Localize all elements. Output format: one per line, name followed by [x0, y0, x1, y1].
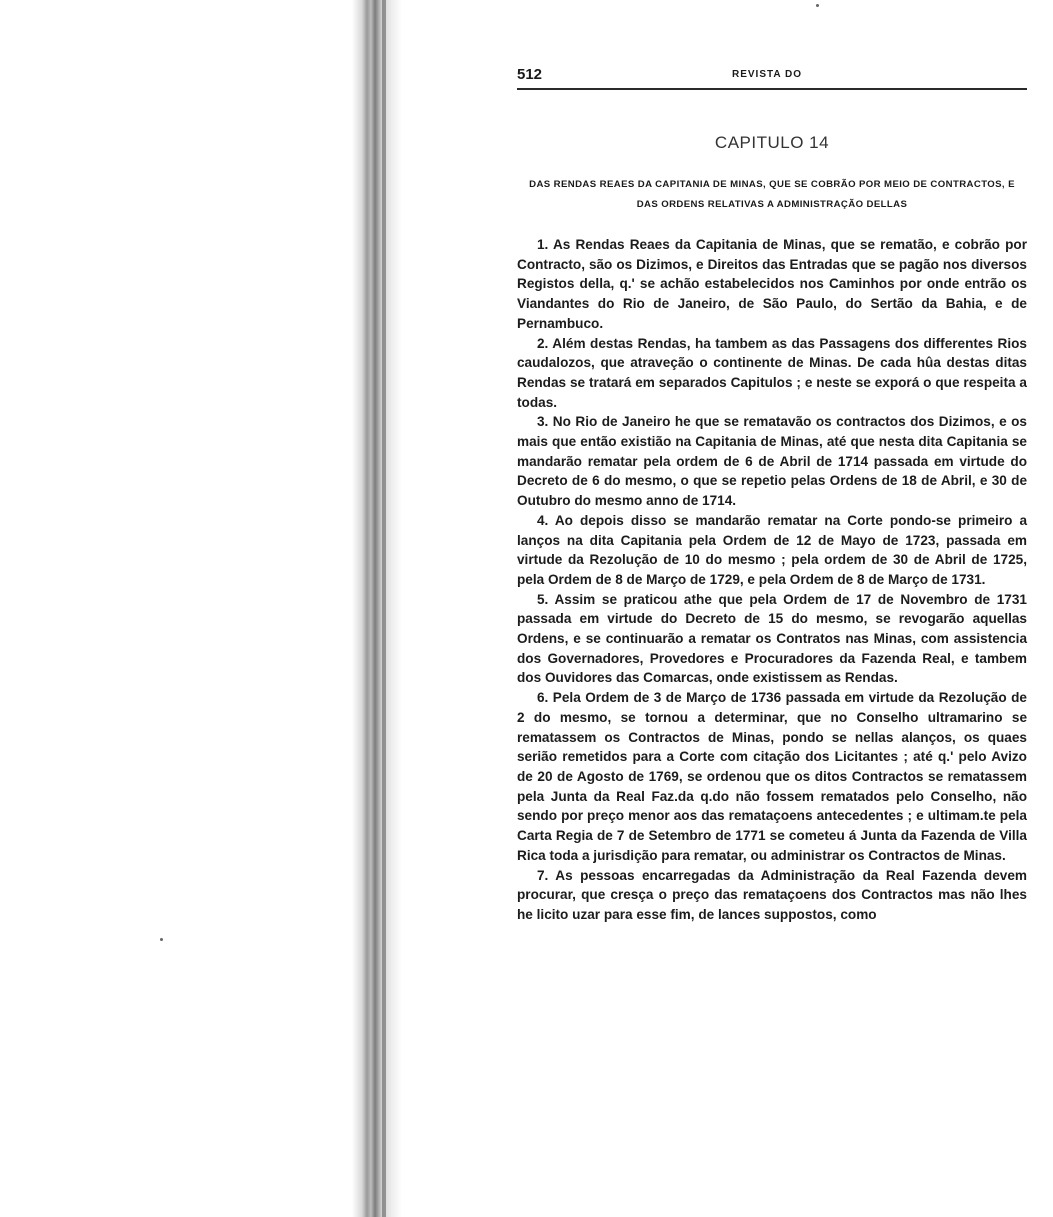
- paragraph-6: 6. Pela Ordem de 3 de Março de 1736 passada em virtude da Rezolução de 2 do mesmo, se tornou a determinar, que no Conselho ultramarino se rematassem os Contractos de Minas, pondo se nellas alanços, os quaes serião remetidos para a Corte com citação dos Licitantes ; até q.' pelo Avizo de 20 de Agosto de 1769, se ordenou que os ditos Contractos se rematassem pela Junta da Real Faz.da q.do não fossem rematados pelo Conselho, não sendo por preço menor aos das remataçoens antecedentes ; e ultimam.te pela Carta Regia de 7 de Setembro de 1771 se cometeu á Junta da Fazenda de Villa Rica toda a jurisdição para rematar, ou administrar os Contractos de Minas.: [517, 690, 1027, 863]
- paragraph-3: 3. No Rio de Janeiro he que se rematavão os contractos dos Dizimos, e os mais que então existião na Capitania de Minas, até que nesta dita Capitania se mandarão rematar pela ordem de 6 de Abril de 1714 passada em virtude do Decreto de 6 do mesmo, o que se repetio pelas Ordens de 18 de Abril, e 30 de Outubro do mesmo anno de 1714.: [517, 414, 1027, 509]
- paragraph-2: 2. Além destas Rendas, ha tambem as das Passagens dos differentes Rios caudalozos, que atraveção o continente de Minas. De cada hûa destas ditas Rendas se tratará em separados Capitulos ; e neste se exporá o que respeita a todas.: [517, 335, 1027, 410]
- book-gutter-shadow: [352, 0, 402, 1217]
- paragraph-7: 7. As pessoas encarregadas da Administração da Real Fazenda devem procurar, que cresça o preço das remataçoens dos Contractos mas não lhes he licito uzar para esse fim, de lances suppostos, como: [517, 867, 1027, 922]
- scan-speck: [816, 4, 819, 7]
- paragraph-1: 1. As Rendas Reaes da Capitania de Minas, que se rematão, e cobrão por Contracto, são os Dizimos, e Direitos das Entradas que se pagão nos diversos Registos della, q.' se achão estabelecidos nos Caminhos por onde entrão os Viandantes do Rio de Janeiro, de São Paulo, do Sertão da Bahia, e de Pernambuco.: [517, 237, 1027, 331]
- running-head: [517, 60, 1027, 90]
- book-page: [517, 60, 1027, 925]
- journal-title: REVISTA DO: [732, 69, 803, 80]
- page-number: 512: [517, 66, 543, 83]
- chapter-heading: CAPITULO 14: [714, 133, 830, 152]
- scan-speck: [160, 938, 163, 941]
- body-text: [517, 235, 1027, 925]
- header-rule: [517, 88, 1027, 90]
- paragraph-5: 5. Assim se praticou athe que pela Ordem de 17 de Novembro de 1731 passada em virtude do Decreto de 15 do mesmo, se revogarão aquellas Ordens, e se continuarão a rematar os Contratos nas Minas, com assistencia dos Governadores, Provedores e Procuradores da Fazenda Real, e tambem dos Ouvidores das Comarcas, onde existissem as Rendas.: [517, 591, 1027, 686]
- paragraph-4: 4. Ao depois disso se mandarão rematar na Corte pondo-se primeiro a lanços na dita Capitania pela Ordem de 12 de Mayo de 1723, passada em virtude da Rezolução de 10 do mesmo ; pela ordem de 30 de Abril de 1725, pela Ordem de 8 de Março de 1729, e pela Ordem de 8 de Março de 1731.: [517, 512, 1027, 587]
- book-gutter-line: [382, 0, 386, 1217]
- chapter-summary: DAS RENDAS REAES DA CAPITANIA DE MINAS, QUE SE COBRÃO POR MEIO DE CONTRACTOS, E DAS ORDENS RELATIVAS A ADMINISTRAÇÃO DELLAS: [529, 179, 1015, 210]
